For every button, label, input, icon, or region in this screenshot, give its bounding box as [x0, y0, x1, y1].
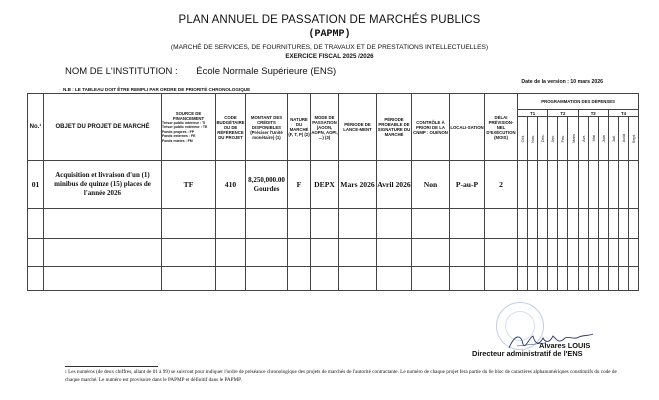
institution-line — [65, 66, 336, 77]
cell-source: TF — [162, 161, 216, 209]
month-jan: Jan. — [548, 117, 558, 161]
quarter-t1: T1 — [518, 110, 548, 117]
month-avr: Avr. — [578, 117, 588, 161]
col-periode-signature: PÉRIODE PROBABLE DE SIGNATURE DU MARCHÉ — [377, 94, 412, 161]
document-acronym: (PAPMP) — [308, 29, 351, 40]
col-source — [162, 94, 216, 161]
table-row-empty — [28, 267, 639, 291]
cell-month — [518, 161, 528, 209]
cell-controle: Non — [412, 161, 450, 209]
document-subtitle: (MARCHÉ DE SERVICES, DE FOURNITURES, DE TRAVAUX ET DE PRESTATIONS INTELLECTUELLES) — [170, 44, 489, 51]
source-legend-2: Fonds propres : FP — [162, 129, 195, 134]
table-row-empty — [28, 239, 639, 267]
month-nov: Nov. — [528, 117, 538, 161]
institution-value: École Normale Supérieure (ENS) — [196, 66, 337, 77]
cell-periode-signature: Avril 2026 — [377, 161, 412, 209]
cell-code: 410 — [216, 161, 246, 209]
cell-periode: Mars 2026 — [339, 161, 377, 209]
cell-month — [618, 161, 628, 209]
quarter-t3: T3 — [578, 110, 608, 117]
cell-month — [568, 161, 578, 209]
cell-delai: 2 — [485, 161, 518, 209]
source-legend-1: Trésor public extérieur : TE — [162, 125, 208, 130]
col-no: No.¹ — [28, 94, 44, 161]
col-montant: MONTANT DES CRÉDITS DISPONIBLES (Préciser l'Unité monétaire) (1) — [246, 94, 288, 161]
col-source-title: SOURCE DE FINANCEMENT — [172, 110, 205, 121]
col-code: CODE BUDGÉTAIRE OU DE RÉFÉRENCE DU PROJET — [216, 94, 246, 161]
cell-month — [629, 161, 639, 209]
month-juin: Juin — [598, 117, 608, 161]
cell-month — [558, 161, 568, 209]
source-legend-3: Fonds externes : FE — [162, 134, 196, 139]
cell-month — [548, 161, 558, 209]
month-dec: Déc. — [538, 117, 548, 161]
signatory-role: Directeur administratif de l'ENS — [472, 349, 583, 358]
table-row-empty — [28, 209, 639, 239]
col-objet: OBJET DU PROJET DE MARCHÉ — [44, 94, 162, 161]
col-periode: PÉRIODE DE LANCE-MENT — [339, 94, 377, 161]
procurement-table — [27, 93, 639, 291]
institution-label: NOM DE L'INSTITUTION : — [65, 66, 178, 77]
col-nature: NATURE DU MARCHÉ (F, T, P) (2) — [288, 94, 311, 161]
month-mars: Mars — [568, 117, 578, 161]
col-localisation: LOCALI-SATION — [450, 94, 485, 161]
col-programmation: PROGRAMMATION DES DÉPENSES — [518, 94, 639, 110]
source-legend-0: Trésor public intérieur : TI — [162, 120, 206, 125]
quarter-t2: T2 — [548, 110, 578, 117]
footnote — [65, 368, 625, 384]
cell-montant: 8,250,000.00 Gourdes — [246, 161, 288, 209]
month-mai: Mai — [588, 117, 598, 161]
month-fev: Fév. — [558, 117, 568, 161]
version-date: Date de la version : 10 mars 2026 — [521, 79, 603, 85]
quarter-t4: T4 — [608, 110, 638, 117]
footnote-divider — [65, 366, 158, 367]
col-delai: DÉLAI PRÉVISION-NEL D'EXÉCUTION (MOIS) — [485, 94, 518, 161]
priority-note: N.B : LE TABLEAU DOIT ÊTRE REMPLI PAR ORDRE DE PRIORITÉ CHRONOLOGIQUE — [63, 87, 251, 92]
cell-objet: Acquisition et livraison d'un (1) minibus de quinze (15) places de l'année 2026 — [44, 161, 162, 209]
cell-no: 01 — [28, 161, 44, 209]
cell-mode: DEPX — [311, 161, 339, 209]
cell-month — [598, 161, 608, 209]
source-legend-4: Fonds mixtes : FM — [162, 138, 193, 143]
cell-month — [528, 161, 538, 209]
month-juil: Juil. — [608, 117, 618, 161]
cell-localisation: P-au-P — [450, 161, 485, 209]
month-oct: Oct. — [518, 117, 528, 161]
col-mode: MODE DE PASSATION (AOON, AOPN, AOPI, ...) (3) — [311, 94, 339, 161]
cell-month — [578, 161, 588, 209]
fiscal-year: EXERCICE FISCAL 2025 /2026 — [285, 53, 374, 60]
cell-month — [538, 161, 548, 209]
cell-month — [588, 161, 598, 209]
month-aout: Août — [618, 117, 628, 161]
footnote-text: Les numéros (de deux chiffres, allant de 01 à 99) se suivront pour indiquer l'ordre de préséance chronologique des projets de marchés de l'autorité contractante. Le numéro de chaque projet fera partie du 6e bloc de caractères alphanumériques constitutifs du code de chaque marché. Le numéro est provisoire dans le PAPMP et définitif dans le PAPMP. — [65, 369, 617, 383]
cell-month — [608, 161, 618, 209]
col-controle: CONTRÔLE À PRIORI DE LA CNMP : OUI/NON — [412, 94, 450, 161]
footnote-mark: 1 — [65, 370, 67, 374]
table-row — [28, 161, 639, 209]
document-title: PLAN ANNUEL DE PASSATION DE MARCHÉS PUBLICS — [178, 14, 481, 26]
cell-nature: F — [288, 161, 311, 209]
signatory-name: Alvares LOUIS — [539, 341, 591, 350]
month-sept: Sept. — [629, 117, 639, 161]
